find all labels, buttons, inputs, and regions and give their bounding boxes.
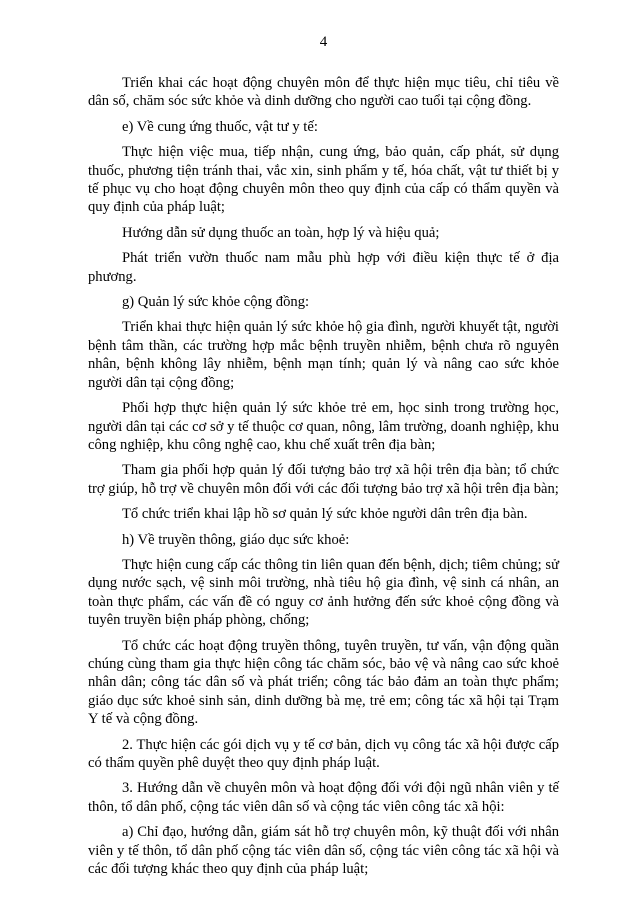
paragraph-social-protection: Tham gia phối hợp quản lý đối tượng bảo trợ xã hội trên địa bàn; tổ chức trợ giúp, hỗ trợ về chuyên môn đối với các đối tượng bảo trợ xã hội trên địa bàn;	[88, 462, 559, 497]
paragraph-health-records: Tổ chức triển khai lập hồ sơ quản lý sức khỏe người dân trên địa bàn.	[122, 506, 528, 523]
paragraph-safe-medicine-use: Hướng dẫn sử dụng thuốc an toàn, hợp lý và hiệu quả;	[122, 224, 440, 241]
paragraph-student-health-management: Phối hợp thực hiện quản lý sức khỏe trẻ em, học sinh trong trường học, người dân tại các cơ sở y tế thuộc cơ quan, nông, lâm trường, doanh nghiệp, khu công nghiệp, khu công nghệ cao, khu chế xuất trên địa bàn;	[88, 400, 559, 453]
paragraph-disease-information: Thực hiện cung cấp các thông tin liên quan đến bệnh, dịch; tiêm chủng; sử dụng nước sạch, vệ sinh môi trường, nhà tiêu hộ gia đình, vệ sinh cá nhân, an toàn thực phẩm, các vấn đề có nguy cơ ảnh hưởng đến sức khoẻ cộng đồng và tuyên truyền biện pháp phòng, chống;	[88, 556, 559, 629]
page-number: 4	[319, 34, 328, 50]
section-heading-community-health: g) Quản lý sức khỏe cộng đồng:	[122, 294, 310, 311]
paragraph-communication-activities: Tổ chức các hoạt động truyền thông, tuyên truyền, tư vấn, vận động quần chúng cùng tham gia thực hiện công tác chăm sóc, bảo vệ và nâng cao sức khoẻ nhân dân; công tác dân số và phát triển; công tác bảo đảm an toàn thực phẩm; giáo dục sức khoẻ sinh sản, dinh dưỡng bà mẹ, trẻ em; công tác xã hội tại Trạm Y tế và cộng đồng.	[88, 637, 559, 728]
document-body	[88, 74, 559, 885]
section-heading-medicine-supply: e) Về cung ứng thuốc, vật tư y tế:	[122, 118, 318, 135]
paragraph-household-health-management: Triển khai thực hiện quản lý sức khỏe hộ gia đình, người khuyết tật, người bệnh tâm thần, các trường hợp mắc bệnh truyền nhiễm, bệnh chưa rõ nguyên nhân, bệnh không lây nhiễm, bệnh mạn tính; quản lý và nâng cao sức khỏe người dân tại cộng đồng;	[88, 319, 559, 391]
document-page	[88, 0, 559, 905]
paragraph-basic-health-services: 2. Thực hiện các gói dịch vụ y tế cơ bản, dịch vụ công tác xã hội được cấp có thẩm quyền phê duyệt theo quy định pháp luật.	[88, 736, 559, 771]
paragraph-herbal-garden: Phát triển vườn thuốc nam mẫu phù hợp với điều kiện thực tế ở địa phương.	[88, 250, 559, 285]
paragraph-supervision-support: a) Chỉ đạo, hướng dẫn, giám sát hỗ trợ chuyên môn, kỹ thuật đối với nhân viên y tế thôn, tổ dân phố cộng tác viên dân số, cộng tác viên công tác xã hội và các đối tượng khác theo quy định của pháp luật;	[88, 824, 559, 878]
paragraph-elderly-care: Triển khai các hoạt động chuyên môn để thực hiện mục tiêu, chỉ tiêu về dân số, chăm sóc sức khỏe và dinh dưỡng cho người cao tuổi tại cộng đồng.	[88, 75, 559, 110]
section-heading-health-communication: h) Về truyền thông, giáo dục sức khoẻ:	[122, 531, 350, 548]
paragraph-medicine-procurement: Thực hiện việc mua, tiếp nhận, cung ứng, bảo quản, cấp phát, sử dụng thuốc, phương tiện tránh thai, vắc xin, sinh phẩm y tế, hóa chất, vật tư thiết bị y tế phục vụ cho hoạt động chuyên môn theo quy định của cấp có thẩm quyền và quy định của pháp luật;	[88, 144, 559, 216]
paragraph-village-staff-guidance: 3. Hướng dẫn về chuyên môn và hoạt động đối với đội ngũ nhân viên y tế thôn, tổ dân phố, cộng tác viên dân số và cộng tác viên công tác xã hội:	[88, 780, 559, 815]
